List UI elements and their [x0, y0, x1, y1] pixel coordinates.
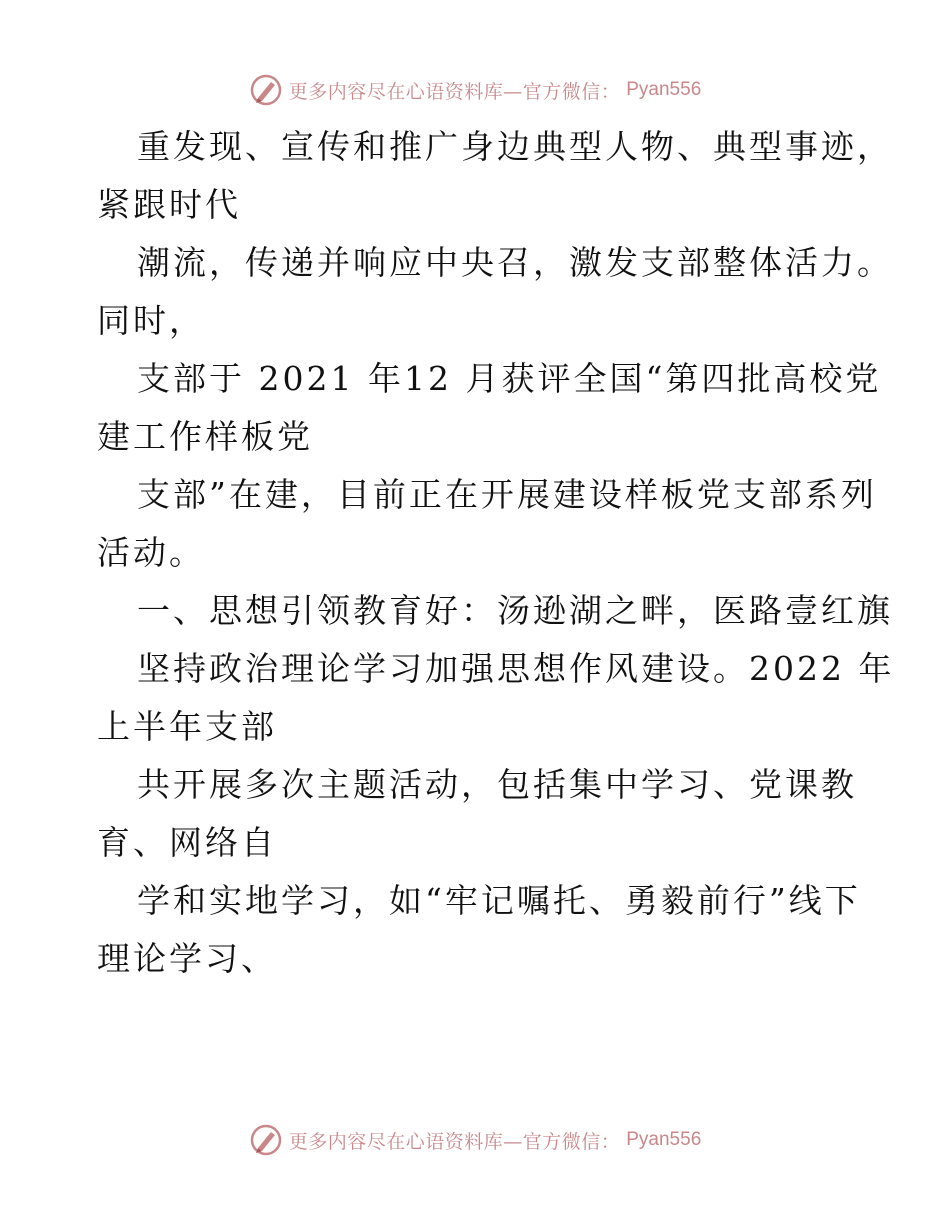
body-line: 支部”在建，目前正在开展建设样板党支部系列: [137, 475, 877, 514]
body-line: 建工作样板党: [97, 417, 313, 456]
pen-logo-icon: [249, 1123, 283, 1157]
document-body: [97, 118, 895, 988]
watermark-wechat-id: Pyan556: [626, 79, 702, 100]
body-line: 紧跟时代: [97, 185, 241, 224]
body-line: 同时，: [97, 301, 205, 340]
body-line: 学和实地学习，如“牢记嘱托、勇毅前行”线下: [137, 881, 861, 920]
body-line: 潮流，传递并响应中央召，激发支部整体活力。: [137, 243, 893, 282]
body-line: 理论学习、: [97, 939, 277, 978]
body-line: 支部于 2021 年12 月获评全国“第四批高校党: [137, 359, 882, 398]
body-line: 重发现、宣传和推广身边典型人物、典型事迹，: [137, 127, 893, 166]
pen-logo-icon: [249, 73, 283, 107]
body-line: 共开展多次主题活动，包括集中学习、党课教: [137, 765, 857, 804]
body-line: 坚持政治理论学习加强思想作风建设。2022 年: [137, 649, 895, 688]
watermark-wechat-id: Pyan556: [626, 1129, 702, 1150]
body-line: 上半年支部: [97, 707, 277, 746]
watermark-text: 更多内容尽在心语资料库—官方微信：: [288, 80, 621, 103]
footer-watermark: [0, 1120, 950, 1160]
watermark-text: 更多内容尽在心语资料库—官方微信：: [288, 1130, 621, 1153]
header-watermark: [0, 70, 950, 110]
body-line: 活动。: [97, 533, 205, 572]
body-line: 育、网络自: [97, 823, 277, 862]
section-heading: 一、思想引领教育好：汤逊湖之畔，医路壹红旗: [137, 591, 893, 630]
